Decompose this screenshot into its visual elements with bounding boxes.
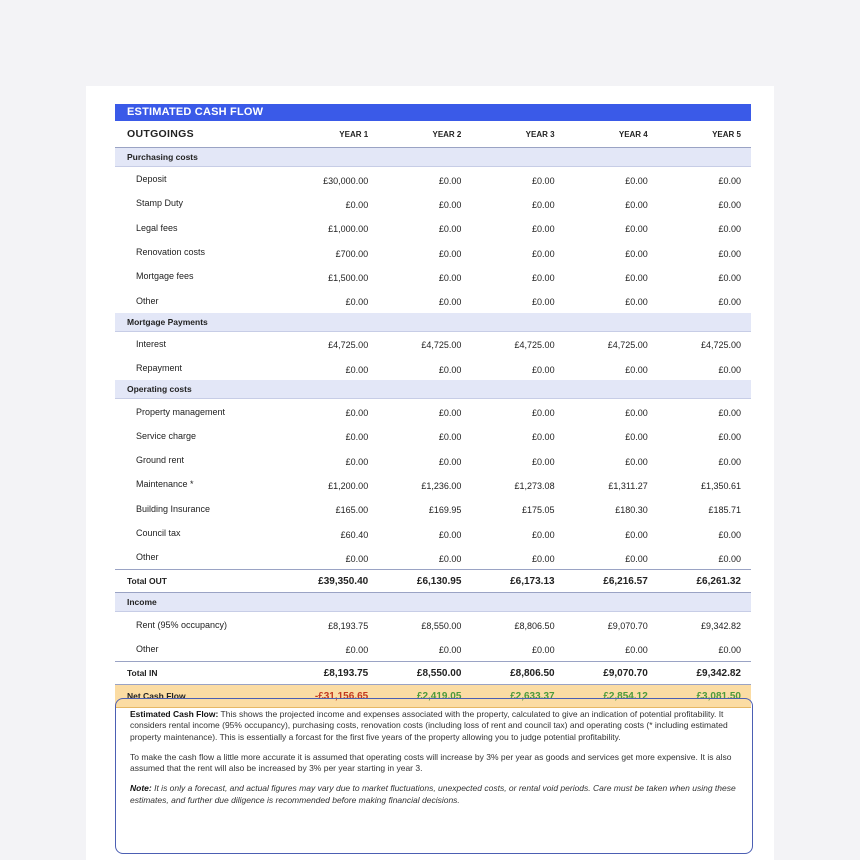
- cell-value: £0.00: [532, 408, 555, 419]
- section-title: ESTIMATED CASH FLOW: [115, 104, 751, 121]
- cell-value: £180.30: [615, 505, 648, 516]
- cell-value: £9,342.82: [658, 662, 751, 685]
- cell-value: £0.00: [625, 408, 648, 419]
- cell-value: £0.00: [438, 199, 462, 210]
- cell-value: £0.00: [532, 297, 555, 308]
- cell-value: £6,173.13: [471, 570, 564, 593]
- row-label: Total IN: [115, 662, 285, 685]
- cell-value: £0.00: [625, 456, 648, 467]
- explanation-note: [115, 698, 753, 854]
- table-row: [115, 264, 751, 288]
- cell-value: £0.00: [438, 529, 462, 540]
- outgoings-header: OUTGOINGS: [115, 121, 285, 148]
- cell-value: £0.00: [345, 645, 369, 656]
- table-row: [115, 545, 751, 570]
- row-label: Building Insurance: [136, 503, 211, 514]
- cell-value: £8,806.50: [514, 621, 555, 632]
- cell-value: £0.00: [718, 456, 741, 467]
- cell-value: £0.00: [625, 297, 648, 308]
- section-title: Purchasing costs: [115, 148, 751, 167]
- cell-value: -£31,156.65: [285, 685, 378, 708]
- row-label: Interest: [136, 338, 167, 349]
- note-text: This shows the projected income and expenses associated with the property, calculated to give an indication of potential profitability. It considers rental income (95% occupancy), purchasing costs, renovation costs (including loss of rent and council tax) and operating costs (* including estimated property maintenance). This is essentially a forcast for the first five years of the property allowing you to judge potential profitability.: [130, 709, 728, 742]
- row-label: Repayment: [136, 363, 183, 374]
- cell-value: £0.00: [438, 408, 462, 419]
- cell-value: £39,350.40: [285, 570, 378, 593]
- cell-value: £9,070.70: [607, 621, 648, 632]
- cell-value: £4,725.00: [421, 340, 462, 351]
- cell-value: £8,193.75: [328, 621, 369, 632]
- cell-value: £0.00: [718, 529, 741, 540]
- total-out-row: [115, 570, 751, 593]
- total-in-row: [115, 662, 751, 685]
- cell-value: £0.00: [438, 272, 462, 283]
- cell-value: £700.00: [335, 248, 369, 259]
- cell-value: £1,200.00: [328, 480, 369, 491]
- cell-value: £0.00: [438, 175, 462, 186]
- cell-value: £0.00: [718, 432, 741, 443]
- cell-value: £3,081.50: [658, 685, 751, 708]
- cell-value: £185.71: [708, 505, 741, 516]
- note-warning-text: It is only a forecast, and actual figures may vary due to market fluctuations, unexpected costs, or rental void periods. Care must be taken when using these estimates, and further due diligence is recommended before making financial decisions.: [130, 783, 736, 805]
- cell-value: £0.00: [532, 529, 555, 540]
- cell-value: £6,216.57: [565, 570, 658, 593]
- cell-value: £0.00: [438, 645, 462, 656]
- year-header: YEAR 4: [565, 121, 658, 148]
- cell-value: £0.00: [625, 553, 648, 564]
- cell-value: £0.00: [625, 529, 648, 540]
- table-row: [115, 191, 751, 215]
- section-header-row: [115, 148, 751, 167]
- cell-value: £8,550.00: [421, 621, 462, 632]
- cell-value: £0.00: [718, 175, 741, 186]
- table-row: [115, 331, 751, 356]
- cell-value: £6,261.32: [658, 570, 751, 593]
- row-label: Other: [136, 552, 159, 563]
- cell-value: £0.00: [345, 297, 369, 308]
- year-header: YEAR 2: [378, 121, 471, 148]
- table-row: [115, 612, 751, 637]
- cell-value: £0.00: [438, 456, 462, 467]
- cash-flow-section: [115, 104, 751, 708]
- table-row: [115, 497, 751, 521]
- cell-value: £0.00: [438, 364, 462, 375]
- cell-value: £0.00: [345, 199, 369, 210]
- note-paragraph: [130, 709, 738, 743]
- cell-value: £4,725.00: [700, 340, 741, 351]
- cell-value: £0.00: [625, 272, 648, 283]
- cell-value: £6,130.95: [378, 570, 471, 593]
- cell-value: £1,236.00: [421, 480, 462, 491]
- row-label: Mortgage fees: [136, 271, 194, 282]
- cell-value: £0.00: [438, 248, 462, 259]
- table-row: [115, 448, 751, 472]
- row-label: Other: [136, 295, 159, 306]
- cell-value: £4,725.00: [514, 340, 555, 351]
- cell-value: £0.00: [345, 432, 369, 443]
- cell-value: £0.00: [718, 408, 741, 419]
- cell-value: £0.00: [625, 199, 648, 210]
- year-header: YEAR 3: [471, 121, 564, 148]
- cell-value: £0.00: [718, 224, 741, 235]
- cell-value: £4,725.00: [328, 340, 369, 351]
- cell-value: £0.00: [532, 432, 555, 443]
- cell-value: £0.00: [438, 553, 462, 564]
- row-label: Ground rent: [136, 455, 185, 466]
- row-label: Property management: [136, 406, 226, 417]
- row-label: Renovation costs: [136, 247, 206, 258]
- cell-value: £1,350.61: [700, 480, 741, 491]
- cell-value: £0.00: [532, 553, 555, 564]
- cash-flow-table: [115, 121, 751, 708]
- cell-value: £0.00: [532, 272, 555, 283]
- note-heading: Estimated Cash Flow:: [130, 709, 219, 719]
- cell-value: £8,806.50: [471, 662, 564, 685]
- section-header-row: [115, 380, 751, 399]
- table-row: [115, 424, 751, 448]
- cell-value: £0.00: [718, 248, 741, 259]
- table-row: [115, 288, 751, 312]
- section-title: Operating costs: [115, 380, 751, 399]
- table-row: [115, 167, 751, 192]
- cell-value: £0.00: [718, 272, 741, 283]
- table-row: [115, 356, 751, 380]
- cell-value: £175.05: [522, 505, 555, 516]
- cell-value: £0.00: [532, 364, 555, 375]
- cell-value: £0.00: [345, 364, 369, 375]
- cell-value: £8,550.00: [378, 662, 471, 685]
- cell-value: £0.00: [532, 224, 555, 235]
- cell-value: £0.00: [532, 199, 555, 210]
- section-header-row: [115, 313, 751, 332]
- cell-value: £0.00: [438, 297, 462, 308]
- table-body: [115, 148, 751, 708]
- row-label: Rent (95% occupancy): [136, 619, 228, 630]
- row-label: Council tax: [136, 528, 181, 538]
- year-header: YEAR 5: [658, 121, 751, 148]
- cell-value: £30,000.00: [323, 175, 369, 186]
- section-title: Income: [115, 593, 751, 612]
- cell-value: £9,342.82: [700, 621, 741, 632]
- header-row: [115, 121, 751, 148]
- cell-value: £0.00: [625, 248, 648, 259]
- cell-value: £0.00: [345, 553, 369, 564]
- cell-value: £60.40: [340, 529, 369, 540]
- cell-value: £2,633.37: [471, 685, 564, 708]
- row-label: Maintenance *: [136, 479, 194, 490]
- cell-value: £0.00: [625, 224, 648, 235]
- cell-value: £1,273.08: [514, 480, 555, 491]
- row-label: Service charge: [136, 430, 197, 441]
- note-warning-heading: Note:: [130, 783, 152, 794]
- cell-value: £0.00: [718, 364, 741, 375]
- table-row: [115, 472, 751, 496]
- row-label: Total OUT: [115, 570, 285, 593]
- cell-value: £0.00: [625, 175, 648, 186]
- table-row: [115, 521, 751, 545]
- cell-value: £0.00: [625, 364, 648, 375]
- cell-value: £0.00: [345, 456, 369, 467]
- cell-value: £0.00: [532, 248, 555, 259]
- cell-value: £1,311.27: [608, 480, 648, 491]
- table-row: [115, 399, 751, 424]
- cell-value: £165.00: [335, 505, 369, 516]
- cell-value: £0.00: [718, 553, 741, 564]
- cell-value: £0.00: [532, 645, 555, 656]
- cell-value: £169.95: [428, 505, 462, 516]
- row-label: Stamp Duty: [136, 198, 184, 209]
- document-page: [86, 86, 774, 860]
- cell-value: £0.00: [625, 432, 648, 443]
- cell-value: £9,070.70: [565, 662, 658, 685]
- cell-value: £0.00: [718, 199, 741, 210]
- row-label: Net Cash Flow: [115, 685, 285, 708]
- section-title: Mortgage Payments: [115, 313, 751, 332]
- cell-value: £0.00: [532, 175, 555, 186]
- table-row: [115, 240, 751, 264]
- cell-value: £1,000.00: [328, 224, 369, 235]
- cell-value: £0.00: [438, 432, 462, 443]
- cell-value: £0.00: [438, 224, 462, 235]
- note-paragraph: To make the cash flow a little more accurate it is assumed that operating costs will increase by 3% per year as goods and services get more expensive. It is also assumed that the rent will also be increased by 3% per year starting in year 3.: [130, 751, 732, 774]
- cell-value: £0.00: [345, 408, 369, 419]
- table-row: [115, 216, 751, 240]
- cell-value: £4,725.00: [607, 340, 648, 351]
- table-row: [115, 637, 751, 662]
- year-header: YEAR 1: [285, 121, 378, 148]
- row-label: Other: [136, 643, 159, 654]
- cell-value: £0.00: [718, 297, 741, 308]
- note-paragraph: [130, 783, 738, 806]
- cell-value: £8,193.75: [285, 662, 378, 685]
- section-header-row: [115, 593, 751, 612]
- row-label: Deposit: [136, 174, 167, 185]
- cell-value: £0.00: [718, 645, 741, 656]
- cell-value: £0.00: [625, 645, 648, 656]
- cell-value: £2,854.12: [565, 685, 658, 708]
- cell-value: £2,419.05: [378, 685, 471, 708]
- cell-value: £1,500.00: [328, 272, 369, 283]
- row-label: Legal fees: [136, 222, 178, 233]
- cell-value: £0.00: [532, 456, 555, 467]
